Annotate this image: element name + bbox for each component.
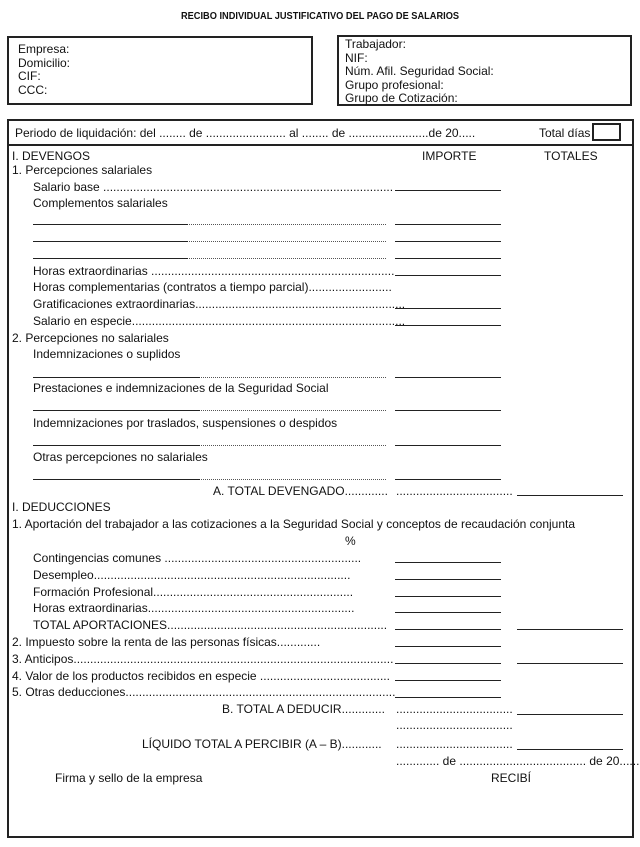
indemnizaciones-label: Indemnizaciones o suplidos — [33, 347, 181, 361]
leader-dots — [201, 377, 386, 378]
complementos-label: Complementos salariales — [33, 196, 168, 210]
formacion-label: Formación Profesional............................................................ — [33, 585, 354, 599]
percent-label: % — [345, 534, 356, 548]
salario-especie-amount[interactable] — [395, 325, 501, 326]
anticipos-total[interactable] — [517, 663, 623, 664]
worker-box — [337, 35, 632, 106]
anticipos-amount[interactable] — [395, 663, 501, 664]
complemento-concept-2[interactable] — [33, 241, 188, 242]
traslados-label: Indemnizaciones por traslados, suspensiones o despidos — [33, 416, 338, 430]
firma-empresa-label: Firma y sello de la empresa — [55, 771, 203, 785]
traslados-amount[interactable] — [395, 445, 501, 446]
complemento-amount-2[interactable] — [395, 241, 501, 242]
productos-amount[interactable] — [395, 680, 501, 681]
total-deducir-dots: ................................... — [396, 702, 513, 716]
total-days-field[interactable] — [592, 123, 621, 141]
company-box — [7, 36, 313, 105]
field-empresa[interactable]: Empresa: — [18, 42, 70, 56]
aportacion-heading: 1. Aportación del trabajador a las cotizaciones a la Seguridad Social y conceptos de recaudación conjunta — [12, 517, 576, 531]
salario-especie-label: Salario en especie.................................................................................. — [33, 314, 406, 328]
productos-label: 4. Valor de los productos recibidos en especie ....................................... — [12, 669, 390, 683]
leader-dots — [189, 241, 386, 242]
recibi-label: RECIBÍ — [491, 771, 532, 785]
leader-dots — [201, 445, 386, 446]
contingencias-label: Contingencias comunes ........................................................... — [33, 551, 362, 565]
total-deducir-label: B. TOTAL A DEDUCIR............. — [222, 702, 385, 716]
field-num-afil[interactable]: Núm. Afil. Seguridad Social: — [345, 64, 494, 78]
horas-extra-label: Horas extraordinarias ......................................................................... — [33, 264, 395, 278]
document-title: RECIBO INDIVIDUAL JUSTIFICATIVO DEL PAGO DE SALARIOS — [180, 10, 460, 22]
field-nif[interactable]: NIF: — [345, 50, 368, 65]
gratificaciones-label: Gratificaciones extraordinarias............................................................... — [33, 297, 406, 311]
field-domicilio[interactable]: Domicilio: — [18, 55, 71, 70]
irpf-amount[interactable] — [395, 646, 501, 647]
field-grupo-cotizacion[interactable]: Grupo de Cotización: — [345, 91, 458, 105]
liquido-dots-top: ................................... — [396, 718, 513, 732]
leader-dots — [189, 258, 386, 259]
receipt-date[interactable]: ............. de ...................................... de 20...... — [396, 754, 640, 768]
devengos-heading: I. DEVENGOS — [12, 149, 91, 163]
percepciones-no-salariales: 2. Percepciones no salariales — [12, 331, 169, 345]
formacion-amount[interactable] — [395, 596, 501, 597]
desempleo-label: Desempleo............................................................................. — [33, 568, 351, 582]
otras-percepciones-concept[interactable] — [33, 479, 200, 480]
complemento-concept-3[interactable] — [33, 258, 188, 259]
liquido-label: LÍQUIDO TOTAL A PERCIBIR (A – B)............ — [142, 737, 382, 751]
salario-base-amount[interactable] — [395, 190, 501, 191]
anticipos-label: 3. Anticipos................................................................................................ — [12, 652, 394, 666]
otras-deducciones-amount[interactable] — [395, 697, 501, 698]
field-trabajador[interactable]: Trabajador: — [345, 37, 406, 51]
prestaciones-concept[interactable] — [33, 410, 200, 411]
liquido-dots: ................................... — [396, 737, 513, 751]
total-devengado-dots: ................................... — [396, 484, 513, 498]
horas-extra-ded-amount[interactable] — [395, 612, 501, 613]
complemento-amount-3[interactable] — [395, 258, 501, 259]
gratificaciones-amount[interactable] — [395, 308, 501, 309]
complemento-amount-1[interactable] — [395, 224, 501, 225]
deducciones-heading: I. DEDUCCIONES — [12, 500, 111, 514]
horas-extra-ded-label: Horas extraordinarias.............................................................. — [33, 601, 355, 615]
horas-extra-amount[interactable] — [395, 275, 501, 276]
traslados-concept[interactable] — [33, 445, 200, 446]
leader-dots — [189, 224, 386, 225]
contingencias-amount[interactable] — [395, 562, 501, 563]
total-devengado-label: A. TOTAL DEVENGADO............. — [213, 484, 388, 498]
prestaciones-label: Prestaciones e indemnizaciones de la Seguridad Social — [33, 381, 329, 395]
irpf-label: 2. Impuesto sobre la renta de las personas físicas............. — [12, 635, 321, 649]
total-aportaciones-total[interactable] — [517, 629, 623, 630]
prestaciones-amount[interactable] — [395, 410, 501, 411]
total-devengado-amount[interactable] — [517, 495, 623, 496]
salario-base-label: Salario base ....................................................................................... — [33, 180, 394, 194]
total-aportaciones-label: TOTAL APORTACIONES.................................................................. — [33, 618, 388, 632]
field-cif[interactable]: CIF: — [18, 69, 41, 83]
complemento-concept-1[interactable] — [33, 224, 188, 225]
leader-dots — [201, 479, 386, 480]
horas-compl-label: Horas complementarias (contratos a tiempo parcial)......................... — [33, 280, 392, 294]
leader-dots — [201, 410, 386, 411]
otras-percepciones-label: Otras percepciones no salariales — [33, 450, 208, 464]
col-totales: TOTALES — [544, 149, 598, 163]
indemnizaciones-amount[interactable] — [395, 377, 501, 378]
field-grupo-profesional[interactable]: Grupo profesional: — [345, 77, 444, 92]
total-deducir-amount[interactable] — [517, 714, 623, 715]
total-days-label: Total días — [539, 126, 591, 140]
otras-deducciones-label: 5. Otras deducciones................................................................................. — [12, 685, 396, 699]
liquido-amount[interactable] — [517, 749, 623, 750]
indemnizaciones-concept[interactable] — [33, 377, 200, 378]
total-aportaciones-amount[interactable] — [395, 629, 501, 630]
percepciones-salariales: 1. Percepciones salariales — [12, 163, 153, 177]
period-text[interactable]: Periodo de liquidación: del ........ de ........................ al ........ de ........................de 20..... — [15, 126, 476, 140]
otras-percepciones-amount[interactable] — [395, 479, 501, 480]
desempleo-amount[interactable] — [395, 579, 501, 580]
col-importe: IMPORTE — [422, 149, 477, 163]
field-ccc[interactable]: CCC: — [18, 82, 48, 97]
